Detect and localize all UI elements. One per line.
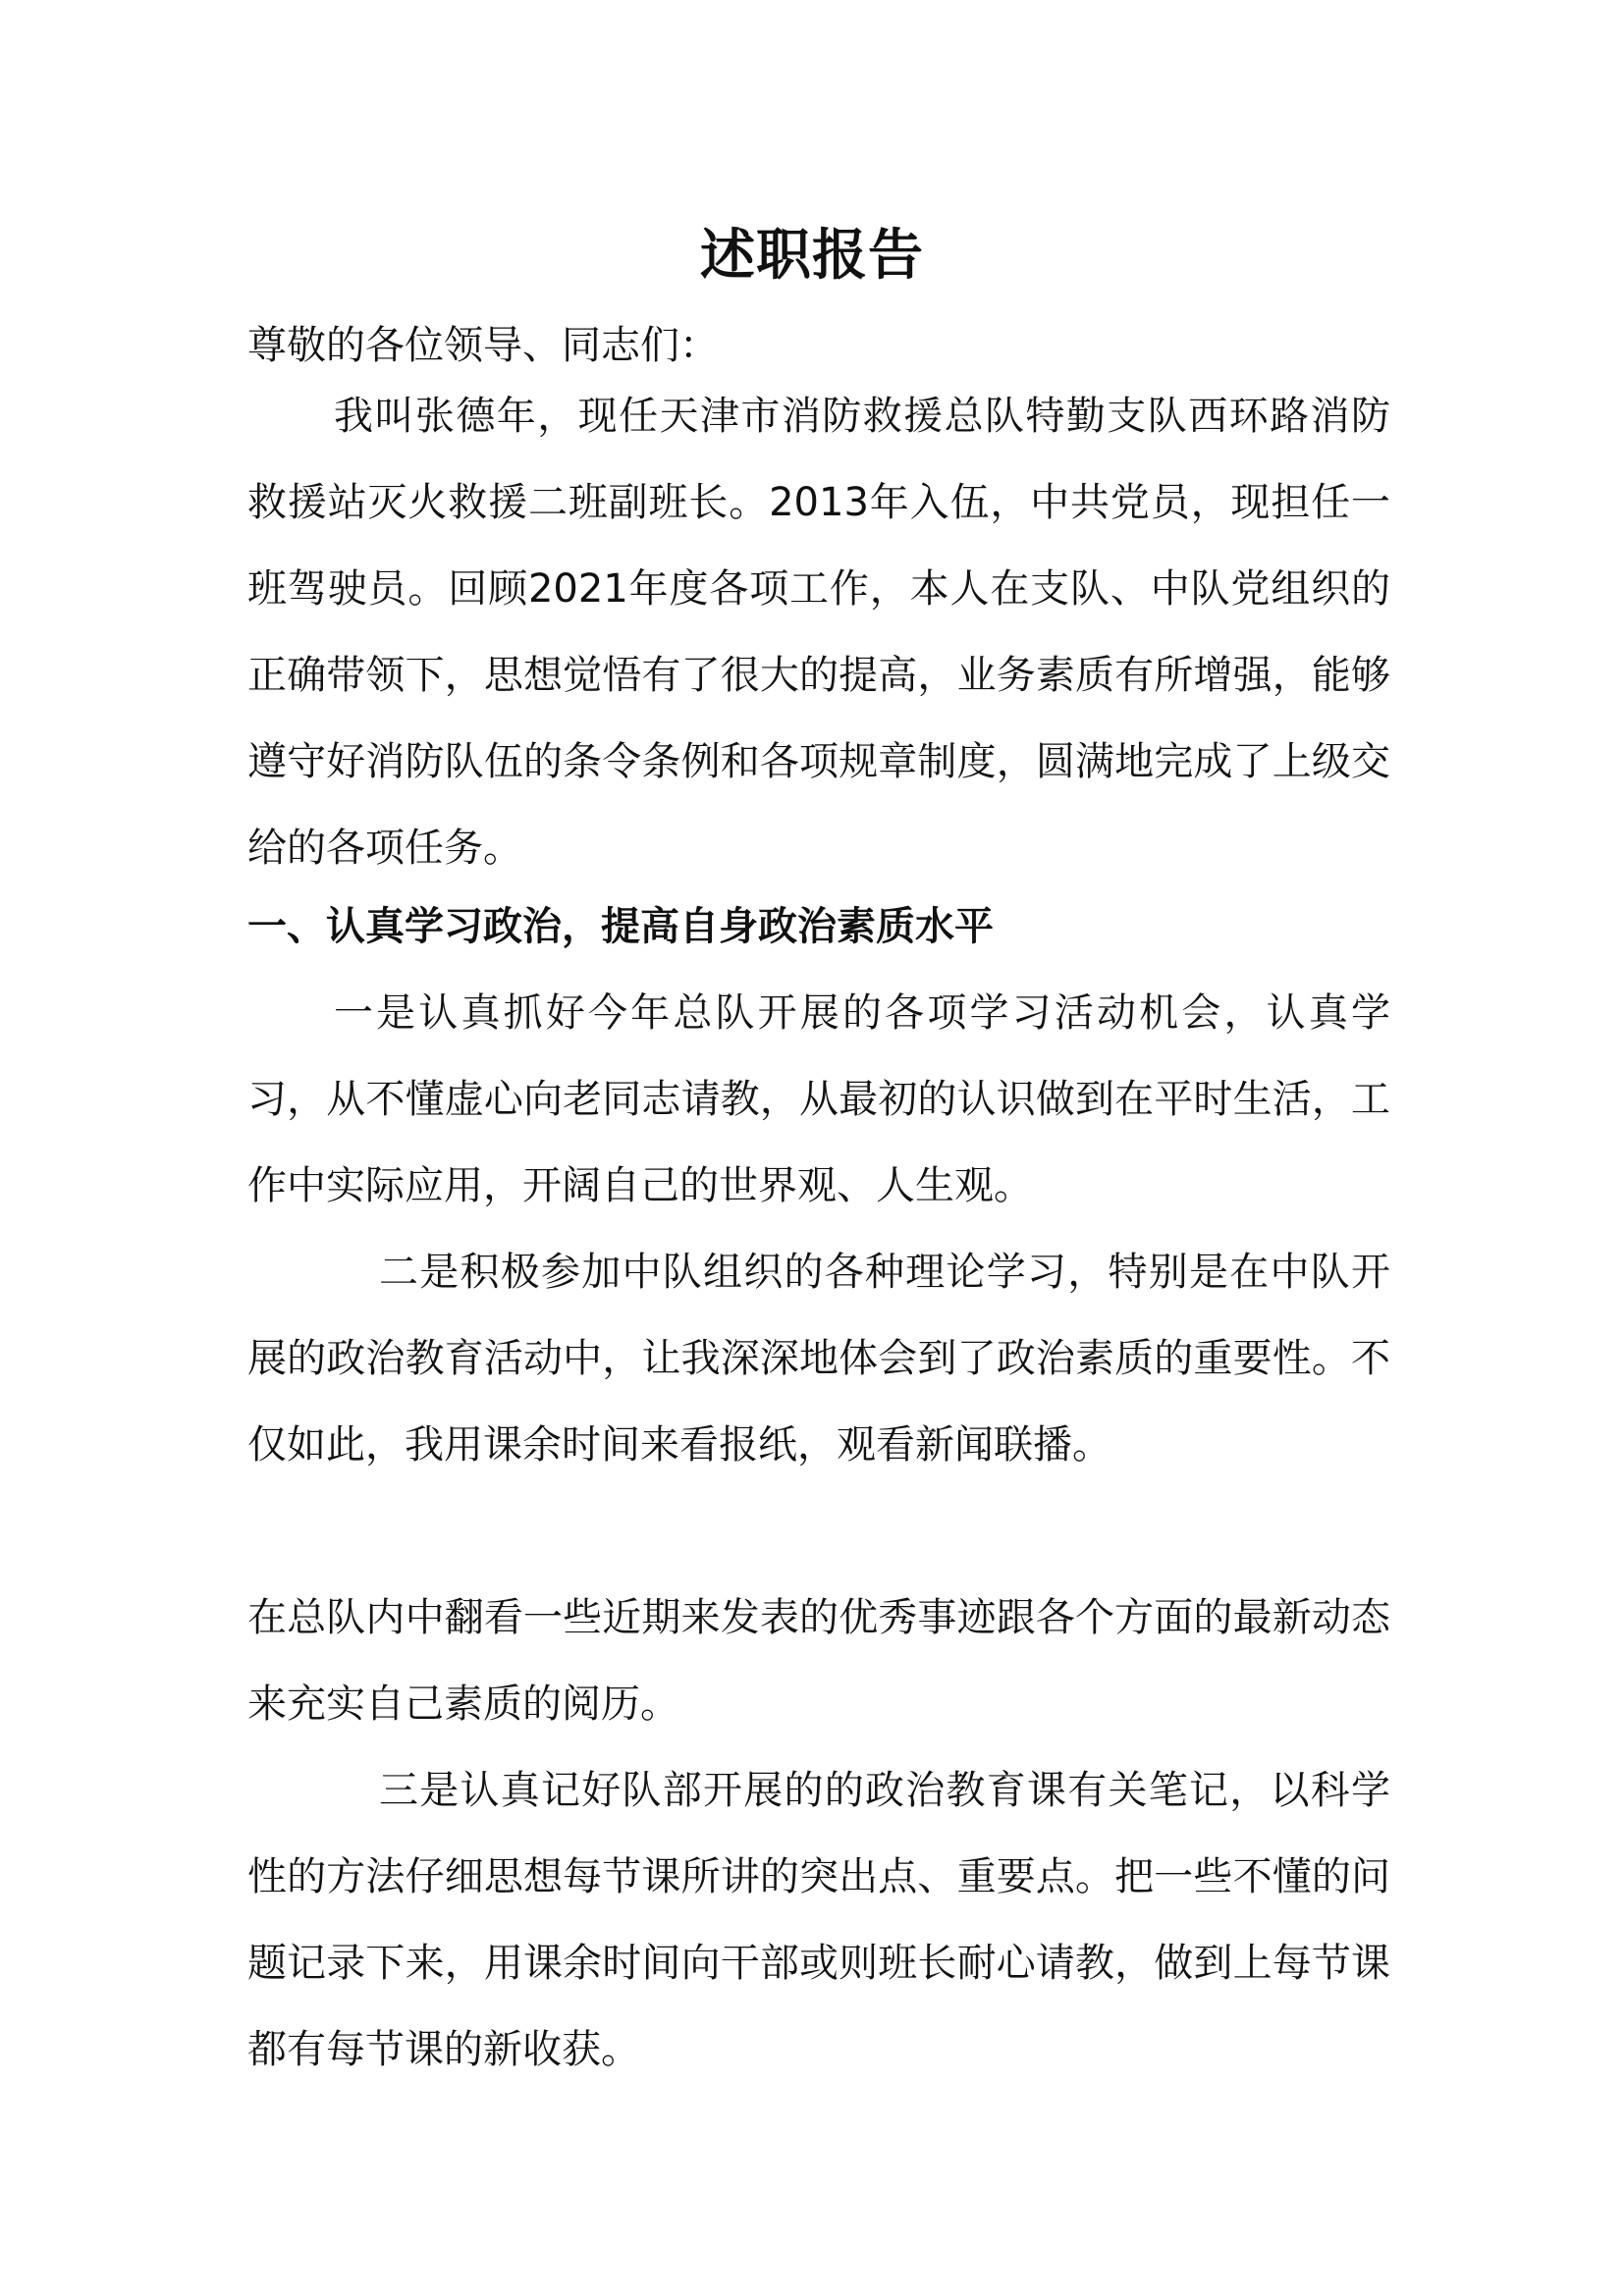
document-title: 述职报告: [700, 223, 924, 288]
paragraph-point-three: 三是认真记好队部开展的的政治教育课有关笔记，以科学性的方法仔细思想每节课所讲的突出点、重要点。把一些不懂的问题记录下来，用课余时间向干部或则班长耐心请教，做到上每节课都有每节课的新收获。: [247, 1768, 1390, 2072]
salutation: 尊敬的各位领导、同志们：: [247, 323, 719, 368]
section-heading: 一、认真学习政治，提高自身政治素质水平: [247, 904, 994, 949]
intro-paragraph: 我叫张德年，现任天津市消防救援总队特勤支队西环路消防救援站灭火救援二班副班长。2013年入伍，中共党员，现担任一班驾驶员。回顾2021年度各项工作，本人在支队、中队党组织的正确带领下，思想觉悟有了很大的提高，业务素质有所增强，能够遵守好消防队伍的条令条例和各项规章制度，圆满地完成了上级交给的各项任务。: [247, 394, 1390, 871]
paragraph-point-two-continued: 在总队内中翻看一些近期来发表的优秀事迹跟各个方面的最新动态来充实自己素质的阅历。: [247, 1595, 1390, 1727]
paragraph-point-two: 二是积极参加中队组织的各种理论学习，特别是在中队开展的政治教育活动中，让我深深地体会到了政治素质的重要性。不仅如此，我用课余时间来看报纸，观看新闻联播。: [247, 1250, 1390, 1468]
paragraph-point-one: 一是认真抓好今年总队开展的各项学习活动机会，认真学习，从不懂虚心向老同志请教，从最初的认识做到在平时生活，工作中实际应用，开阔自己的世界观、人生观。: [247, 990, 1390, 1208]
